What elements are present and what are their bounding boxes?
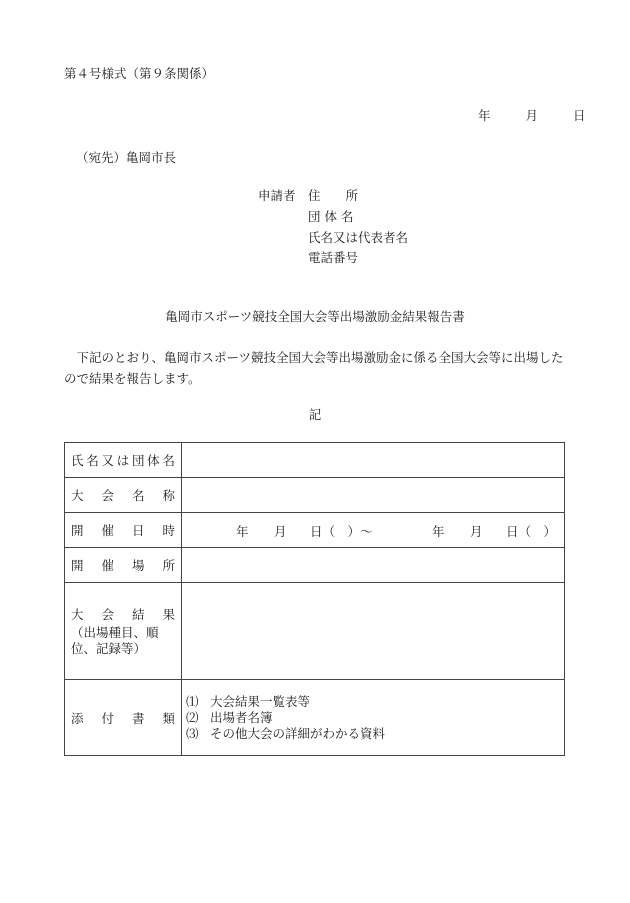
tournament-result-field[interactable] <box>182 583 565 680</box>
form-number: 第４号様式（第９条関係） <box>64 66 215 81</box>
list-item <box>182 694 564 710</box>
label-char: 類 <box>162 710 175 726</box>
report-table <box>64 442 565 756</box>
list-text: その他大会の詳細がわかる資料 <box>210 725 386 741</box>
event-date-label <box>65 513 182 548</box>
list-number: ⑴ <box>186 693 199 709</box>
date-year-2: 年 <box>432 524 445 539</box>
result-sub-1: （出場種目、順 <box>71 625 159 640</box>
addressee: （宛先）亀岡市長 <box>76 150 177 165</box>
venue-label <box>65 548 182 583</box>
date-year-1: 年 <box>236 524 249 539</box>
label-char: 団 <box>131 453 145 468</box>
ki-heading: 記 <box>308 407 322 422</box>
label-char: 開 <box>71 558 84 573</box>
applicant-name-label: 氏名又は代表者名 <box>308 230 409 245</box>
date-month-1: 月 <box>274 524 287 539</box>
list-item <box>182 726 564 742</box>
table-row <box>65 680 565 756</box>
date-month-2: 月 <box>470 524 483 539</box>
table-row <box>65 443 565 478</box>
label-char: 付 <box>101 710 114 726</box>
attachments-list <box>182 680 565 756</box>
table-row <box>65 478 565 513</box>
list-text: 大会結果一覧表等 <box>210 693 311 709</box>
label-char: 名 <box>131 488 145 503</box>
label-char: 所 <box>162 558 175 573</box>
document-title: 亀岡市スポーツ競技全国大会等出場激励金結果報告書 <box>165 309 465 324</box>
label-char: 名 <box>86 453 99 468</box>
date-line <box>478 106 585 124</box>
label-char: 添 <box>71 710 84 726</box>
label-char: 場 <box>131 558 145 573</box>
applicant-phone-label: 電話番号 <box>308 250 359 265</box>
applicant-label: 申請者 <box>258 188 296 203</box>
label-char: 会 <box>101 607 114 622</box>
name-or-group-label <box>65 443 182 478</box>
date-month: 月 <box>525 108 538 123</box>
list-item <box>182 710 564 726</box>
label-char: 大 <box>71 488 84 503</box>
applicant-address-label: 住 所 <box>308 188 359 203</box>
date-year: 年 <box>478 108 491 123</box>
date-day-1: 日（ ）〜 <box>310 524 373 539</box>
attachments-label <box>65 680 182 756</box>
table-row <box>65 548 565 583</box>
label-char: 結 <box>131 607 145 622</box>
table-row <box>65 583 565 680</box>
list-number: ⑶ <box>186 725 199 741</box>
label-char: 催 <box>101 558 114 573</box>
label-char: 称 <box>162 488 175 503</box>
label-char: 書 <box>131 710 145 726</box>
intro-paragraph: 下記のとおり、亀岡市スポーツ競技全国大会等出場激励金に係る全国大会等に出場したので結果を報告します。 <box>64 350 564 386</box>
label-char: 体 <box>147 453 160 468</box>
label-char: 果 <box>162 607 175 622</box>
label-char: 大 <box>71 607 84 622</box>
label-char: 時 <box>162 523 175 538</box>
label-char: 開 <box>71 523 84 538</box>
applicant-group-name-label: 団 体 名 <box>308 209 354 224</box>
list-text: 出場者名簿 <box>210 709 273 725</box>
label-char: 催 <box>101 523 114 538</box>
name-or-group-field[interactable] <box>182 443 565 478</box>
tournament-name-field[interactable] <box>182 478 565 513</box>
venue-field[interactable] <box>182 548 565 583</box>
label-char: 日 <box>131 523 145 538</box>
tournament-name-label <box>65 478 182 513</box>
date-day-2: 日（ ） <box>506 524 557 539</box>
label-char: は <box>116 453 130 468</box>
label-char: 氏 <box>71 453 84 468</box>
date-day: 日 <box>572 108 586 123</box>
event-date-field[interactable] <box>182 513 565 548</box>
list-number: ⑵ <box>186 709 199 725</box>
tournament-result-label <box>65 583 182 680</box>
result-sub-2: 位、記録等） <box>71 641 147 656</box>
label-char: 名 <box>162 453 175 468</box>
label-char: 又 <box>101 453 114 468</box>
label-char: 会 <box>101 488 114 503</box>
table-row <box>65 513 565 548</box>
